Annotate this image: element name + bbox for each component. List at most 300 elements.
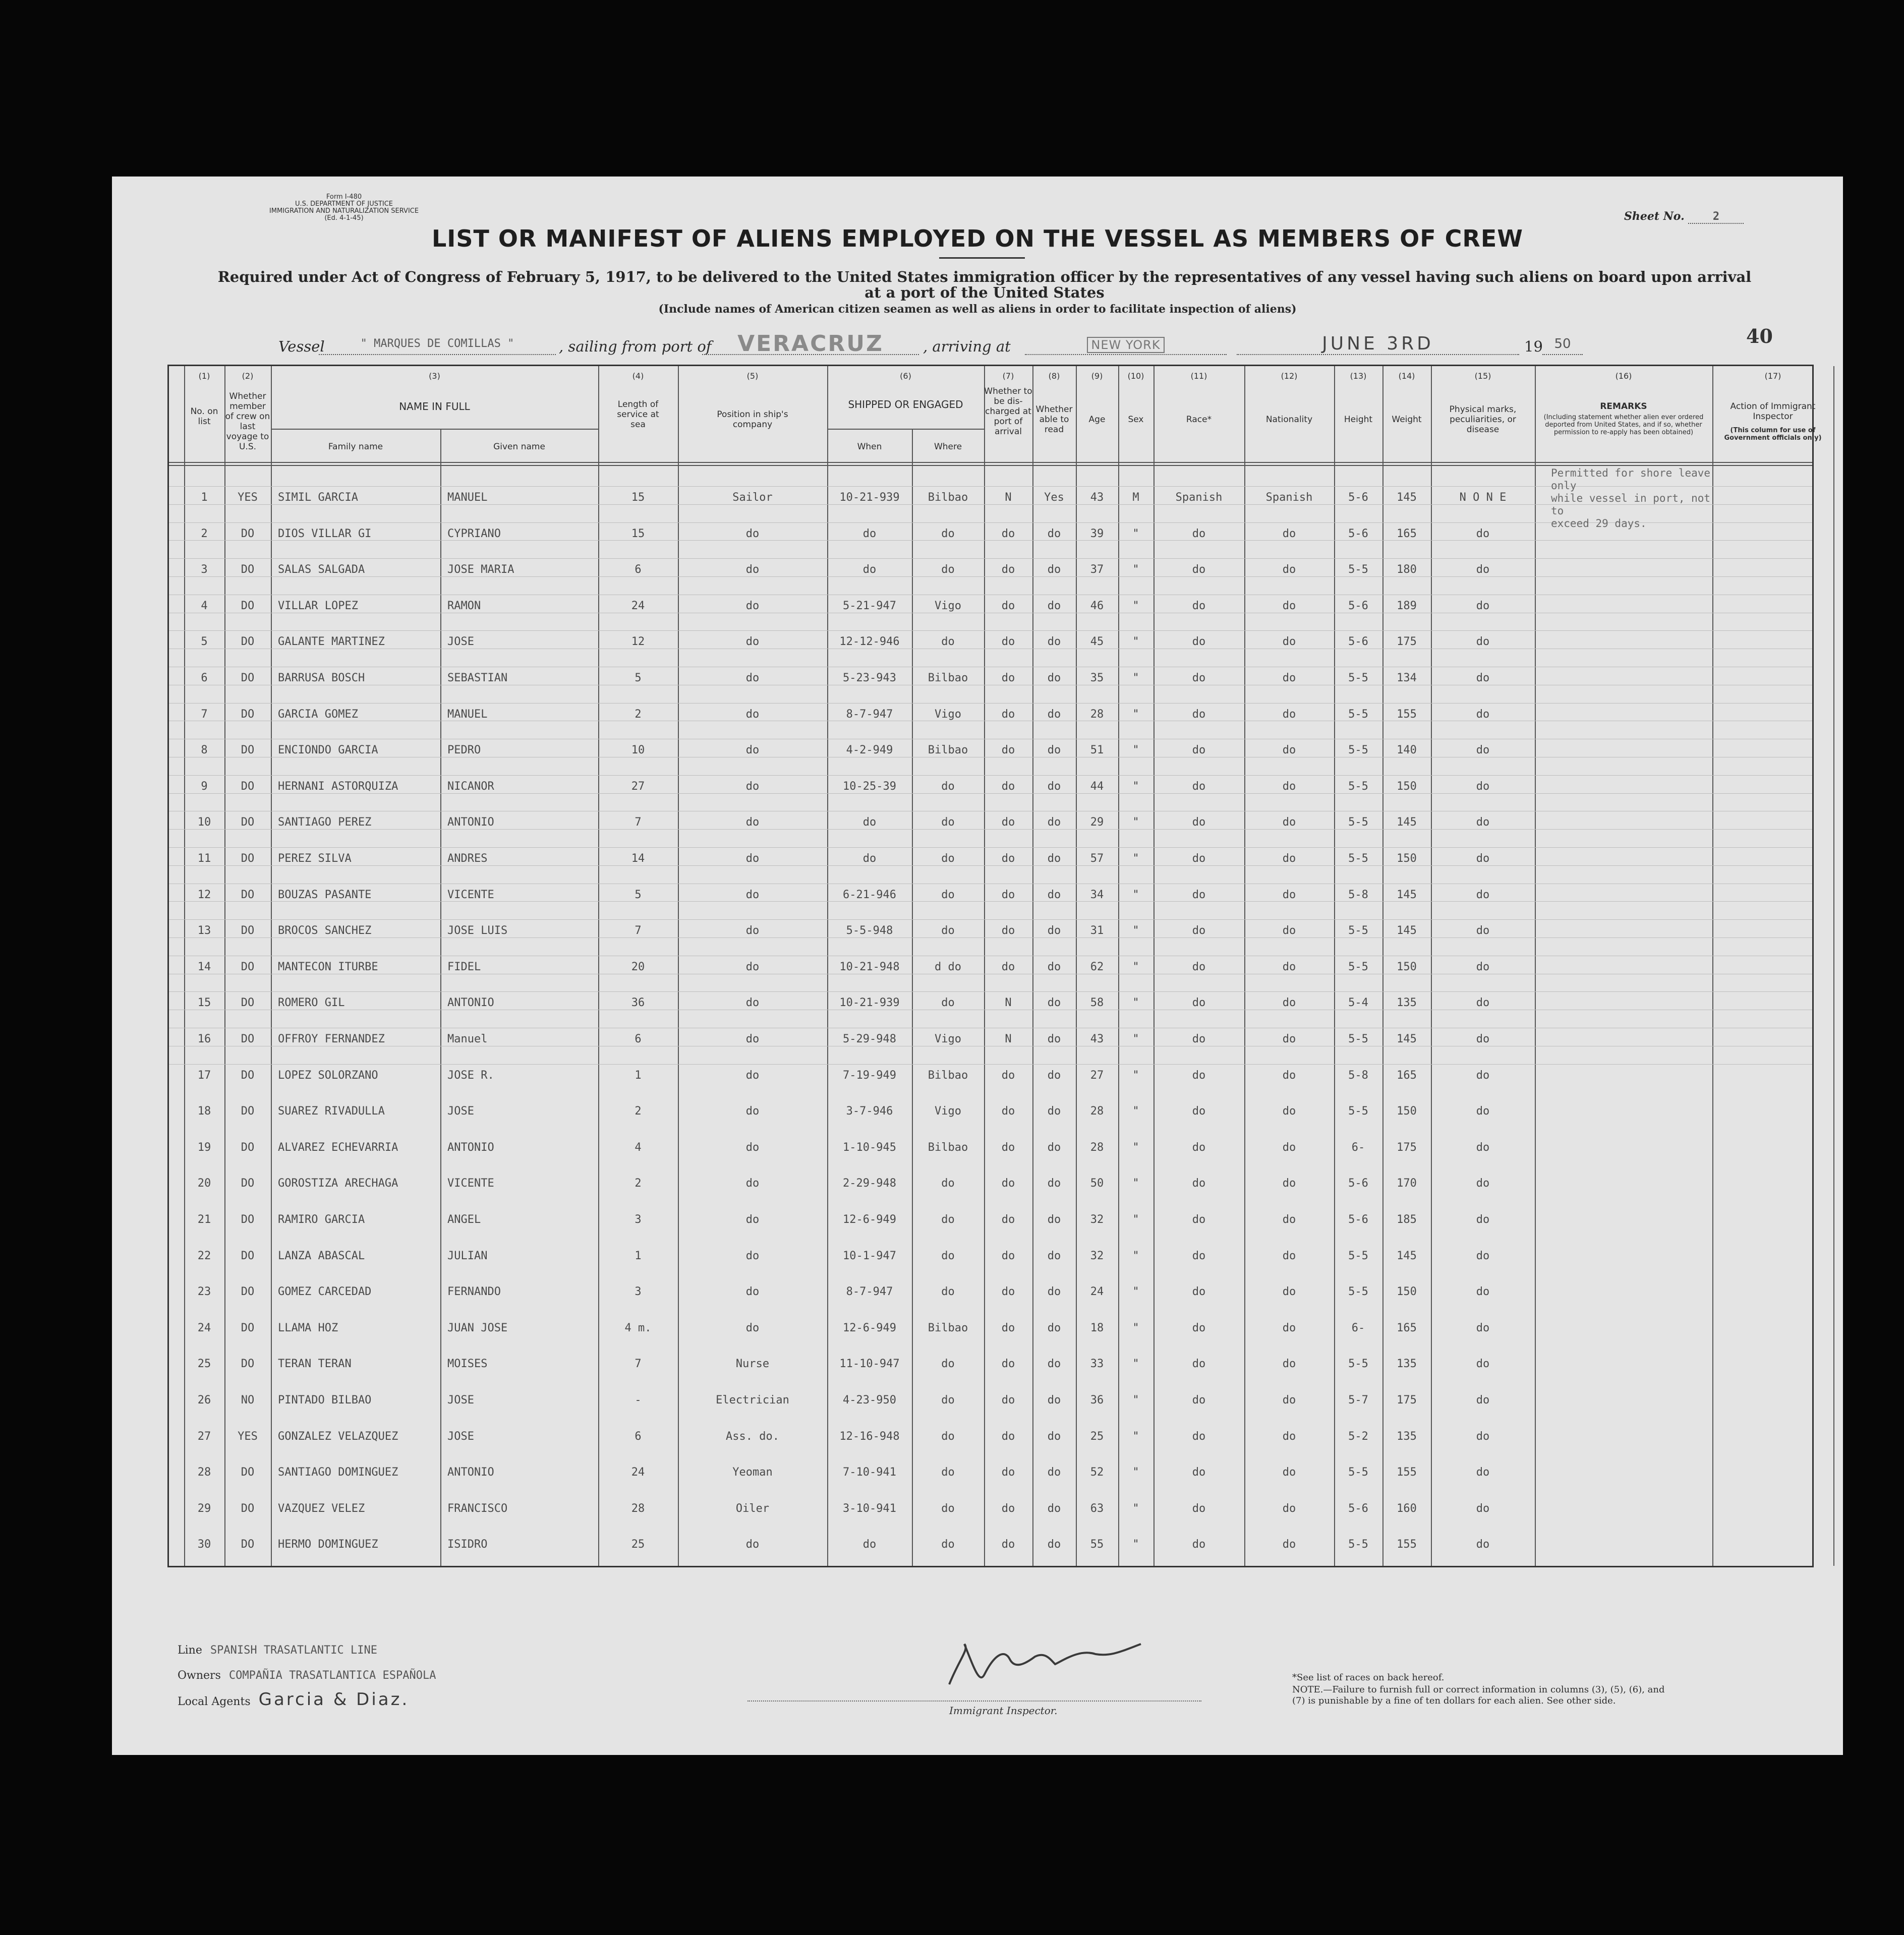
cell-marks: do [1476,816,1490,829]
cell-no: 10 [197,816,211,829]
line-field [178,1644,377,1657]
cell-given: Manuel [447,1033,488,1045]
column-rule [271,366,272,1566]
cell-sex: " [1132,635,1139,649]
cell-weight: 160 [1397,1502,1417,1515]
cell-family: BOUZAS PASANTE [278,888,372,901]
cell-sex: " [1132,527,1139,540]
cell-nat: Spanish [1265,491,1313,504]
cell-disch: do [1001,1430,1015,1443]
cell-no: 22 [197,1249,211,1262]
name-subheader-rule [271,429,598,430]
cell-disch: do [1001,599,1015,612]
col-12-header: Nationality [1265,415,1313,425]
form-subtitle: Required under Act of Congress of February 5, 1917, to be delivered to the United States immigration officer by the representatives of any vessel having such aliens on board upon arrival at a port of the United States [217,268,1752,301]
cell-sex: " [1132,1105,1139,1118]
cell-race: do [1192,1069,1206,1082]
cell-sex: " [1132,1069,1139,1082]
cell-where: do [941,1249,955,1262]
cell-service: 12 [631,635,645,649]
cell-no: 23 [197,1285,211,1299]
cell-race: do [1192,1502,1206,1515]
cell-nat: do [1282,924,1296,937]
cell-family: OFFROY FERNANDEZ [278,1033,385,1045]
cell-sex: " [1132,924,1139,937]
cell-read: do [1047,708,1061,721]
cell-nat: do [1282,563,1296,576]
cell-race: do [1192,960,1206,973]
cell-no: 27 [197,1430,211,1443]
cell-age: 39 [1090,527,1104,540]
cell-when: do [862,816,877,829]
cell-disch: do [1001,924,1015,937]
inspector-signature-icon [929,1629,1201,1699]
cell-height: 5-4 [1348,996,1368,1010]
col-14-number: (14) [1398,371,1415,381]
cell-race: do [1192,1538,1206,1551]
cell-no: 26 [197,1394,211,1406]
cell-read: do [1047,780,1061,793]
cell-race: do [1192,1213,1206,1226]
cell-weight: 135 [1397,996,1417,1010]
cell-read: Yes [1044,491,1064,504]
cell-no: 2 [201,527,208,540]
cell-read: do [1047,1430,1061,1443]
cell-race: do [1192,708,1206,721]
cell-given: JOSE [447,635,474,649]
cell-service: 20 [631,960,645,973]
cell-nat: do [1282,635,1296,649]
cell-prev: DO [241,816,255,829]
cell-weight: 180 [1397,563,1417,576]
cell-position: do [745,527,760,540]
cell-sex: " [1132,672,1139,684]
cell-family: SANTIAGO PEREZ [278,816,372,829]
cell-service: 14 [631,852,645,865]
family-name-header: Family name [328,442,383,452]
cell-nat: do [1282,1177,1296,1190]
cell-where: do [941,924,955,937]
penalty-note: NOTE.—Failure to furnish full or correct information in columns (3), (5), (6), and (7) is punishable by a fine of ten dollars for each alien. See other side. [1292,1684,1665,1706]
cell-when: 12-12-946 [839,635,900,649]
cell-sex: " [1132,996,1139,1010]
given-name-header: Given name [493,442,545,452]
cell-weight: 134 [1397,672,1417,684]
cell-marks: do [1476,563,1490,576]
cell-height: 5-5 [1348,924,1368,937]
cell-prev: DO [241,996,255,1010]
cell-marks: do [1476,780,1490,793]
cell-position: Sailor [732,491,773,504]
cell-age: 45 [1090,635,1104,649]
cell-sex: M [1132,491,1139,504]
cell-given: ANTONIO [447,996,494,1010]
cell-given: ANGEL [447,1213,481,1226]
cell-given: VICENTE [447,1177,494,1190]
cell-read: do [1047,996,1061,1010]
cell-prev: DO [241,1249,255,1262]
cell-position: Ass. do. [726,1430,779,1443]
cell-family: PEREZ SILVA [278,852,352,865]
cell-weight: 175 [1397,1141,1417,1154]
cell-where: do [941,888,955,901]
cell-marks: do [1476,1430,1490,1443]
cell-marks: do [1476,599,1490,612]
cell-no: 14 [197,960,211,973]
cell-disch: do [1001,1177,1015,1190]
cell-when: 10-21-939 [839,491,900,504]
cell-sex: " [1132,1285,1139,1299]
cell-prev: DO [241,1466,255,1479]
cell-family: LOPEZ SOLORZANO [278,1069,378,1082]
cell-height: 6- [1351,1321,1365,1334]
cell-height: 5-6 [1348,491,1368,504]
cell-nat: do [1282,1358,1296,1371]
cell-race: do [1192,672,1206,684]
cell-sex: " [1132,1141,1139,1154]
cell-service: 15 [631,491,645,504]
cell-nat: do [1282,780,1296,793]
cell-when: 3-7-946 [846,1105,893,1118]
cell-height: 5-5 [1348,1538,1368,1551]
cell-sex: " [1132,780,1139,793]
cell-disch: do [1001,744,1015,757]
cell-no: 6 [201,672,208,684]
cell-where: do [941,1358,955,1371]
cell-family: GOMEZ CARCEDAD [278,1285,372,1299]
cell-age: 50 [1090,1177,1104,1190]
cell-family: PINTADO BILBAO [278,1394,372,1406]
sub-column-rule [440,429,441,1566]
cell-race: do [1192,1321,1206,1334]
col-13-number: (13) [1350,371,1367,381]
form-number: Form I-480 [326,193,362,201]
cell-disch: do [1001,852,1015,865]
cell-no: 16 [197,1033,211,1045]
cell-service: 5 [634,888,642,901]
cell-when: 3-10-941 [843,1502,896,1515]
ruled-line [169,919,1812,920]
cell-service: 36 [631,996,645,1010]
cell-sex: " [1132,599,1139,612]
cell-height: 5-5 [1348,1033,1368,1045]
cell-no: 11 [197,852,211,865]
cell-weight: 170 [1397,1177,1417,1190]
cell-no: 7 [201,708,208,721]
col-9-header: Age [1088,415,1106,425]
cell-sex: " [1132,1394,1139,1406]
col-5-number: (5) [746,371,759,381]
cell-given: RAMON [447,599,481,612]
cell-given: JOSE [447,1105,474,1118]
cell-height: 5-5 [1348,1466,1368,1479]
cell-where: Vigo [935,1105,961,1118]
sheet-number-value: 2 [1688,210,1744,224]
cell-given: JOSE [447,1394,474,1406]
cell-prev: DO [241,1502,255,1515]
cell-nat: do [1282,996,1296,1010]
cell-age: 28 [1090,1105,1104,1118]
col-1-header: No. on list [190,406,218,427]
cell-race: do [1192,1466,1206,1479]
cell-age: 25 [1090,1430,1104,1443]
cell-no: 8 [201,744,208,757]
cell-when: 8-7-947 [846,1285,893,1299]
cell-race: do [1192,1105,1206,1118]
cell-when: 5-21-947 [843,599,896,612]
cell-when: 7-19-949 [843,1069,896,1082]
cell-height: 5-5 [1348,744,1368,757]
cell-age: 44 [1090,780,1104,793]
cell-marks: do [1476,1466,1490,1479]
cell-marks: do [1476,1394,1490,1406]
cell-race: do [1192,744,1206,757]
cell-service: 5 [634,672,642,684]
cell-nat: do [1282,1105,1296,1118]
cell-service: 28 [631,1502,645,1515]
cell-nat: do [1282,852,1296,865]
cell-age: 62 [1090,960,1104,973]
cell-position: do [745,924,760,937]
ruled-line [169,865,1812,866]
cell-no: 9 [201,780,208,793]
cell-read: do [1047,1249,1061,1262]
cell-read: do [1047,1538,1061,1551]
cell-weight: 155 [1397,1538,1417,1551]
cell-given: FERNANDO [447,1285,501,1299]
ruled-line [169,901,1812,902]
cell-weight: 155 [1397,708,1417,721]
cell-family: GONZALEZ VELAZQUEZ [278,1430,398,1443]
cell-position: do [745,888,760,901]
cell-height: 5-5 [1348,960,1368,973]
cell-height: 5-6 [1348,599,1368,612]
owners-label: Owners [178,1669,221,1682]
cell-where: do [941,563,955,576]
cell-prev: DO [241,708,255,721]
cell-position: do [745,1285,760,1299]
cell-family: SANTIAGO DOMINGUEZ [278,1466,398,1479]
cell-service: 4 [634,1141,642,1154]
cell-disch: do [1001,1358,1015,1371]
cell-disch: do [1001,1285,1015,1299]
cell-marks: N O N E [1459,491,1507,504]
cell-age: 28 [1090,708,1104,721]
cell-race: do [1192,1249,1206,1262]
remarks-line: Permitted for shore leave only [1551,467,1711,492]
cell-service: 3 [634,1285,642,1299]
form-title: LIST OR MANIFEST OF ALIENS EMPLOYED ON THE VESSEL AS MEMBERS OF CREW [431,225,1523,252]
cell-race: do [1192,1141,1206,1154]
year-prefix: 19 [1524,338,1543,355]
col-10-number: (10) [1127,371,1144,381]
cell-nat: do [1282,1069,1296,1082]
cell-prev: DO [241,744,255,757]
cell-sex: " [1132,563,1139,576]
cell-service: 4 m. [624,1321,652,1334]
cell-weight: 145 [1397,491,1417,504]
cell-race: do [1192,1033,1206,1045]
cell-age: 43 [1090,491,1104,504]
ruled-line [169,630,1812,631]
cell-disch: do [1001,1069,1015,1082]
sheet-number [1624,210,1744,224]
ruled-line [169,847,1812,848]
col-15-number: (15) [1474,371,1491,381]
cell-family: ROMERO GIL [278,996,345,1010]
cell-given: ANDRES [447,852,488,865]
cell-where: Bilbao [928,672,968,684]
cell-disch: do [1001,708,1015,721]
col-14-header: Weight [1392,415,1422,425]
cell-where: do [941,1394,955,1406]
cell-when: 11-10-947 [839,1358,900,1371]
cell-disch: do [1001,1213,1015,1226]
cell-age: 28 [1090,1141,1104,1154]
cell-position: do [745,744,760,757]
cell-nat: do [1282,1430,1296,1443]
cell-race: do [1192,780,1206,793]
col-9-number: (9) [1091,371,1103,381]
cell-marks: do [1476,960,1490,973]
remarks-note [1551,467,1712,530]
cell-weight: 145 [1397,924,1417,937]
cell-where: do [941,996,955,1010]
cell-when: 4-2-949 [846,744,893,757]
cell-read: do [1047,1213,1061,1226]
cell-where: do [941,1177,955,1190]
cell-marks: do [1476,672,1490,684]
cell-weight: 145 [1397,816,1417,829]
voyage-details [278,331,1792,359]
cell-weight: 155 [1397,1466,1417,1479]
cell-position: Oiler [735,1502,770,1515]
cell-age: 57 [1090,852,1104,865]
cell-disch: do [1001,672,1015,684]
cell-read: do [1047,888,1061,901]
cell-given: NICANOR [447,780,494,793]
cell-where: do [941,1538,955,1551]
cell-marks: do [1476,852,1490,865]
cell-height: 6- [1351,1141,1365,1154]
cell-given: ANTONIO [447,816,494,829]
cell-marks: do [1476,996,1490,1010]
cell-given: SEBASTIAN [447,672,508,684]
col-11-header: Race* [1186,415,1212,425]
cell-nat: do [1282,1141,1296,1154]
cell-race: do [1192,563,1206,576]
cell-position: do [745,1033,760,1045]
cell-age: 36 [1090,1394,1104,1406]
page-number: 40 [1746,325,1773,347]
cell-position: Nurse [735,1358,770,1371]
cell-marks: do [1476,635,1490,649]
cell-race: do [1192,527,1206,540]
cell-height: 5-6 [1348,1502,1368,1515]
cell-age: 43 [1090,1033,1104,1045]
ruled-line [169,829,1812,830]
cell-height: 5-2 [1348,1430,1368,1443]
cell-read: do [1047,1321,1061,1334]
cell-where: Bilbao [928,1321,968,1334]
cell-when: 10-21-939 [839,996,900,1010]
cell-weight: 150 [1397,1105,1417,1118]
cell-age: 35 [1090,672,1104,684]
cell-position: do [745,780,760,793]
cell-sex: " [1132,1177,1139,1190]
cell-sex: " [1132,960,1139,973]
cell-family: LANZA ABASCAL [278,1249,365,1262]
cell-when: do [862,1538,877,1551]
ruled-line [169,991,1812,992]
cell-race: Spanish [1175,491,1223,504]
cell-given: JOSE LUIS [447,924,508,937]
cell-prev: DO [241,527,255,540]
where-header: Where [934,442,962,452]
cell-where: do [941,527,955,540]
arriving-label: , arriving at [923,338,1011,355]
ruled-line [169,558,1812,559]
column-rule [1833,366,1834,1566]
cell-height: 5-5 [1348,1105,1368,1118]
ruled-line [169,1064,1812,1065]
cell-nat: do [1282,1538,1296,1551]
cell-prev: DO [241,672,255,684]
shipped-subheader-rule [827,429,984,430]
cell-height: 5-6 [1348,635,1368,649]
cell-read: do [1047,1141,1061,1154]
cell-where: Vigo [935,1033,961,1045]
cell-disch: do [1001,1249,1015,1262]
when-header: When [857,442,882,452]
cell-disch: do [1001,563,1015,576]
col-8-number: (8) [1048,371,1060,381]
cell-family: SIMIL GARCIA [278,491,358,504]
cell-service: 24 [631,1466,645,1479]
cell-family: VILLAR LOPEZ [278,599,358,612]
cell-disch: do [1001,635,1015,649]
form-edition: (Ed. 4-1-45) [324,214,364,222]
cell-service: 10 [631,744,645,757]
arrival-date: JUNE 3RD [1237,334,1519,355]
ruled-line [169,793,1812,794]
cell-age: 32 [1090,1213,1104,1226]
cell-disch: do [1001,1538,1015,1551]
col-2-number: (2) [242,371,254,381]
cell-height: 5-5 [1348,672,1368,684]
cell-given: MOISES [447,1358,488,1371]
remarks-line: while vessel in port, not to [1551,492,1711,517]
cell-marks: do [1476,708,1490,721]
cell-race: do [1192,599,1206,612]
cell-prev: DO [241,924,255,937]
inspector-signature-line [747,1701,1201,1703]
col-16-number: (16) [1615,371,1632,381]
cell-no: 18 [197,1105,211,1118]
cell-service: 7 [634,1358,642,1371]
cell-position: do [745,1249,760,1262]
cell-when: do [862,563,877,576]
cell-marks: do [1476,1502,1490,1515]
cell-prev: DO [241,1141,255,1154]
cell-disch: do [1001,816,1015,829]
cell-no: 17 [197,1069,211,1082]
cell-read: do [1047,672,1061,684]
cell-age: 32 [1090,1249,1104,1262]
cell-nat: do [1282,1394,1296,1406]
cell-where: Bilbao [928,491,968,504]
cell-age: 51 [1090,744,1104,757]
